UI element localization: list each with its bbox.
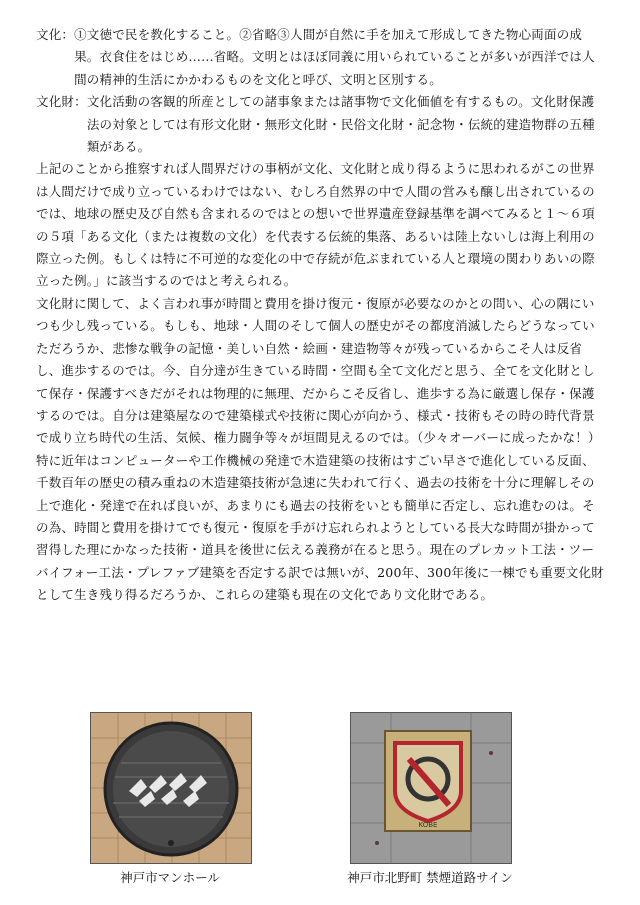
definition-bunkazai — [36, 91, 606, 158]
photo-caption: 神戸市マンホール — [120, 870, 220, 885]
photo-section — [0, 700, 640, 900]
sign-text: KOBE — [418, 821, 438, 829]
definition-text: ①文徳で民を教化すること。②省略③人間が自然に手を加えて形成してきた物心両面の成果。衣食住をはじめ……省略。文明とはほぼ同義に用いられていることが多いが西洋では人間の精神的生活にかかわるものを文化と呼び、文明と区別する。 — [74, 27, 595, 87]
definition-text: 文化活動の客観的所産としての諸事象または諸事物で文化価値を有するもの。文化財保護法の対象としては有形文化財・無形文化財・民俗文化財・記念物・伝統的建造物群の五種類がある。 — [86, 94, 595, 155]
definition-bunka — [36, 24, 606, 91]
definition-term: 文化財： — [36, 94, 87, 110]
manhole-cover-photo — [90, 712, 252, 864]
document-body — [36, 24, 606, 607]
paragraph-2: 文化財に関して、よく言われ事が時間と費用を掛け復元・復原が必要なのかとの問い、心の隅にいつも少し残っている。もしも、地球・人間のそして個人の歴史がその都度消滅したらどうなっていただろうか、悲惨な戦争の記憶・美しい自然・絵画・建造物等々が残っているからこそ人は反省し、進歩するのでは。今、自分達が生きている時間・空間も全て文化だと思う、全てを文化財として保存・保護すべきだがそれは物理的に無理、だからこそ反省し、進歩する為に厳選し保存・保護するのでは。自分は建築屋なので建築様式や技術に関心が向かう、様式・技術もその時の時代背景で成り立ち時代の生活、気候、権力闘争等々が垣間見えるのでは。（少々オーバーに成ったかな！）特に近年はコンピューターや工作機械の発達で木造建築の技術はすごい早さで進化している反面、千数百年の歴史の積み重ねの木造建築技術が急速に失われて行く、過去の技術を十分に理解しその上で進化・発達で在れば良いが、あまりにも過去の技術をいとも簡単に否定し、忘れ進むのは。その為、時間と費用を掛けてでも復元・復原を手がけ忘れられようとしている長大な時間が掛かって習得した理にかなった技術・道具を後世に伝える義務が在ると思う。現在のプレカット工法・ツーバイフォー工法・プレファブ建築を否定する訳では無いが、200年、300年後に一棟でも重要文化財として生き残り得るだろうか、これらの建築も現在の文化であり文化財である。 — [36, 295, 604, 603]
paragraph-1: 上記のことから推察すれば人間界だけの事柄が文化、文化財と成り得るように思われるがこの世界は人間だけで成り立っているわけではない、むしろ自然界の中で人間の営みも醸し出されているのでは、地球の歴史及び自然も含まれるのではとの想いで世界遺産登録基準を調べてみると１～６項の５項「ある文化（または複数の文化）を代表する伝統的集落、あるいは陸上ないしは海上利用の際立った例。もしくは特に不可逆的な変化の中で存続が危ぶまれている人と環境の関わりあいの際立った例。」に該当するのではと考えられる。 — [36, 161, 595, 289]
no-smoking-street-sign-photo — [350, 712, 512, 864]
photo-caption: 神戸市北野町 禁煙道路サイン — [347, 870, 513, 885]
definition-term: 文化： — [36, 27, 75, 42]
